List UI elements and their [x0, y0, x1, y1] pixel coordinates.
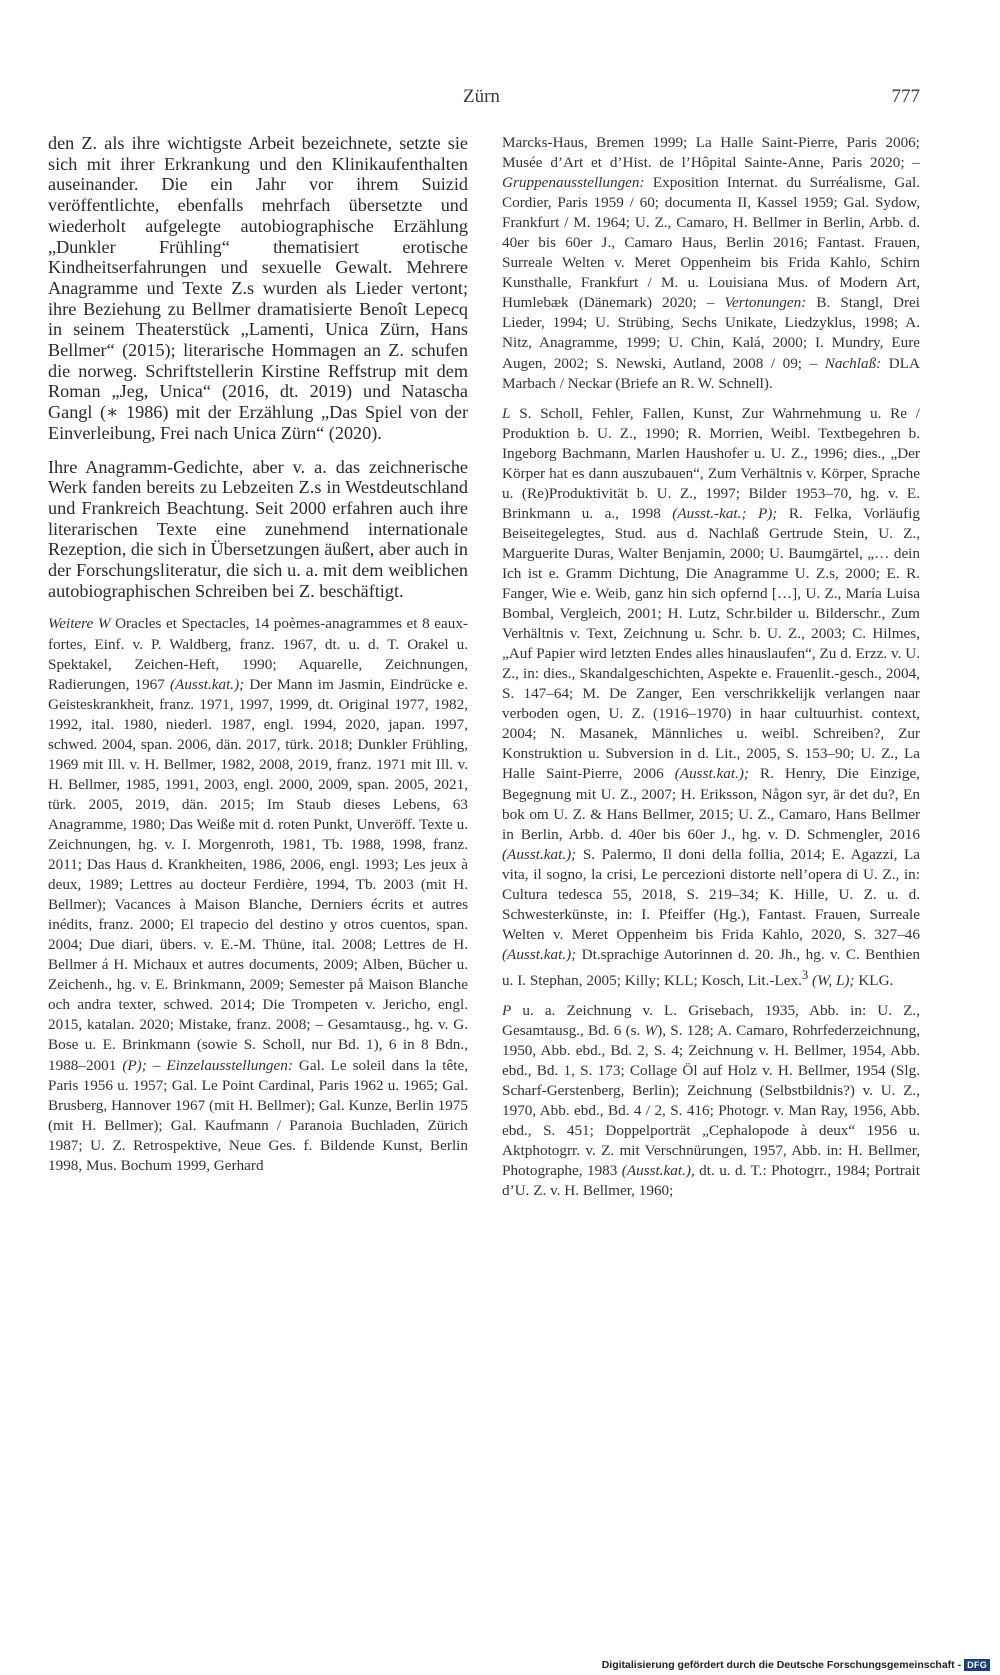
lit-text-5: Dt.sprachige Autorinnen d. 20. Jh., hg. v. C. Benthien u. I. Stephan, 2005; Killy; KLL; Kosch, Lit.-Lex. [502, 945, 920, 989]
exhib-text-1: Marcks-Haus, Bremen 1999; La Halle Saint-Pierre, Paris 2006; Musée d’Art et d’Hist. de l’Hôpital Sainte-Anne, Paris 2020; – [502, 134, 920, 172]
exhib-italic-3: Nachlaß: [824, 354, 882, 372]
left-column [48, 133, 468, 1176]
portraits-text-2: ), S. 128; A. Camaro, Rohrfederzeichnung, 1950, Abb. ebd., Bd. 2, S. 4; Zeichnung v. H. Bellmer, 1954, Abb. ebd., Bd. 1, S. 173; Collage Öl auf Holz v. H. Bellmer, 1954 (Slg. Scharf-Gerstenberg, Berlin); Zeichnung (Selbstbildnis?) v. U. Z., 1970, Abb. ebd., Bd. 4 / 2, S. 416; Photogr. v. Man Ray, 1956, Abb. ebd., S. 451; Doppelporträt „Cephalopode à deux“ 1956 u. Aktphotogrr. v. Z. mit Verschnürungen, 1957, Abb. in: H. Bellmer, Photographe, 1983 [502, 1022, 920, 1180]
body-paragraph-2: Ihre Anagramm-Gedichte, aber v. a. das zeichnerische Werk fanden bereits zu Lebzeiten Z.s in Westdeutschland und Frankreich Beachtung. Seit 2000 erfahren auch ihre literarischen Texte eine zunehmend internationale Rezeption, die sich in Übersetzungen äußert, aber auch in der Forschungsliteratur, die sich u. a. mit dem weiblichen autobiographischen Schreiben bei Z. beschäftigt. [48, 456, 468, 601]
works-label: Weitere W [48, 615, 111, 633]
exhibitions-section [502, 133, 920, 394]
portraits-text-1: u. a. Zeichnung v. L. Grisebach, 1935, Abb. in: U. Z., Gesamtausg., Bd. 6 (s. [502, 1002, 920, 1040]
exhib-italic-2: Vertonungen: [724, 294, 807, 312]
lit-italic-2: (Ausst.kat.); [674, 765, 749, 783]
works-italic-1: (Ausst.kat.); [169, 675, 245, 693]
works-italic-2: (P); – Einzelausstellungen: [122, 1056, 293, 1074]
funding-text: Digitalisierung gefördert durch die Deutsche Forschungsgemeinschaft - [601, 1659, 962, 1671]
lit-superscript: 3 [801, 967, 809, 982]
lit-italic-4: (Ausst.kat.); [502, 945, 577, 963]
funding-footer [602, 1659, 990, 1671]
lit-italic-3: (Ausst.kat.); [502, 845, 577, 863]
portraits-text-3: dt. u. d. T.: Photogrr., 1984; Portrait d’U. Z. v. H. Bellmer, 1960; [502, 1162, 921, 1200]
lit-text-2: R. Felka, Vorläufig Beiseitegelegtes, Stud. aus d. Nachlaß Gertrude Stein, U. Z., Marguerite Duras, Walter Benjamin, 2000; U. Baumgärtel, „… dein Ich ist e. Gramm Dichtung, Die Anagramme U. Z.s, 2000; E. R. Fanger, Wie e. Weib, ganz hin sich opfernd […], U. Z., María Luisa Bombal, Vergleich, 2001; H. Lutz, Schr.bilder u. Bilderschr., Zum Verhältnis v. Text, Zeichnung u. Schr. b. U. Z., 2003; C. Hilmes, „Auf Papier wird letzten Endes alles hinauslaufen“, Zu d. Erzz. v. U. Z., in: dies., Skandalgeschichten, Aspekte e. Frauenlit.-gesch., 2004, S. 147–64; M. De Zanger, Een verschrikkelijk verlangen naar verboden ogen, U. Z. (1916–1970) in haar cultuurhist. context, 2004; N. Masanek, Männliches u. weibl. Schreiben?, Zur Konstruktion u. Subversion in d. Lit., 2005, S. 153–90; U. Z., La Halle Saint-Pierre, 2006 [502, 504, 921, 783]
exhib-text-2: Exposition Internat. du Surréalisme, Gal. Cordier, Paris 1959 / 60; documenta II, Kassel 1959; Gal. Sydow, Frankfurt / M. 1964; U. Z., Camaro, H. Bellmer in Berlin, Arbb. d. 40er bis 60er J., Camaro Haus, Berlin 2016; Fantast. Frauen, Surreale Welten v. Meret Oppenheim bis Frida Kahlo, Schirn Kunsthalle, Frankfurt / M. u. Louisiana Mus. of Modern Art, Humlebæk (Dänemark) 2020; – [502, 174, 920, 312]
lit-text-3: R. Henry, Die Einzige, Begegnung mit U. Z., 2007; H. Eriksson, Någon syr, är det du?, En bok om U. Z. & Hans Bellmer, 2015; U. Z., Camaro, Hans Bellmer in Berlin, Arbb. d. 40er bis 60er J., hg. v. D. Schmengler, 2016 [502, 765, 920, 843]
exhib-italic-1: Gruppenausstellungen: [502, 174, 645, 192]
running-head: Zürn [463, 86, 500, 107]
portraits-label: P [502, 1002, 512, 1020]
lit-text-6: KLG. [854, 971, 894, 989]
portraits-italic-1: W [644, 1022, 658, 1040]
works-text-2: Der Mann im Jasmin, Eindrücke e. Geisteskrankheit, franz. 1971, 1997, 1999, dt. Original 1977, 1982, 1992, ital. 1980, niederl. 1987, engl. 1994, 2020, japan. 1997, schwed. 2004, span. 2006, dän. 2017, türk. 2018; Dunkler Frühling, 1969 mit Ill. v. H. Bellmer, 1982, 2008, 2019, franz. 1971 mit Ill. v. H. Bellmer, 1985, 1991, 2003, engl. 2000, 2009, span. 2005, 2021, türk. 2005, 2019, dän. 2015; Im Staub dieses Lebens, 63 Anagramme, 1980; Das Weiße mit d. roten Punkt, Unveröff. Texte u. Zeichnungen, hg. v. I. Morgenroth, 1981, Tb. 1988, 1998, franz. 2011; Das Haus d. Krankheiten, 1986, 2006, engl. 1993; Les jeux à deux, 1989; Lettres au docteur Ferdière, 1994, Tb. 2003 (mit H. Bellmer); Vacances à Maison Blanche, Derniers écrits et autres inédits, franz. 2000; El trapecio del destino y otros cuentos, span. 2004; Due diari, übers. v. E.-M. Thüne, ital. 2008; Lettres de H. Bellmer á H. Michaux et autres documents, 2009; Alben, Bücher u. Zeichenh., hg. v. E. Brinkmann, 2009; Semester på Maison Blanche och andra texter, schwed. 2014; Die Trompeten v. Jericho, engl. 2015, katalan. 2020; Mistake, franz. 2008; – Gesamtausg., hg. v. G. Bose u. E. Brinkmann (sowie S. Scholl, nur Bd. 1), 6 in 8 Bdn., 1988–2001 [48, 675, 468, 1074]
lit-text-4: S. Palermo, Il doni della follia, 2014; E. Agazzi, La vita, il sogno, la crisi, Le percezioni distorte nell’opera di U. Z., in: Cultura tedesca 55, 2018, S. 219–34; K. Hille, U. Z. u. d. Schwesterkünste, in: I. Pfeiffer (Hg.), Fantast. Frauen, Surreale Welten v. Meret Oppenheim bis Frida Kahlo, 2020, S. 327–46 [502, 845, 920, 943]
literature-section [502, 404, 920, 991]
body-paragraph-1: den Z. als ihre wichtigste Arbeit bezeichnete, setzte sie sich mit ihrer Erkrankung und den Klinikaufenthalten auseinander. Die ein Jahr vor ihrem Suizid veröffentlichte, ebenfalls mehrfach übersetzte und wiederholt aufgelegte autobiographische Erzählung „Dunkler Frühling“ thematisiert erotische Kindheitserfahrungen und sexuelle Gewalt. Mehrere Anagramme und Texte Z.s wurden als Lieder vertont; ihre Beziehung zu Bellmer dramatisierte Benoît Lepecq in seinem Theaterstück „Lamenti, Unica Zürn, Hans Bellmer“ (2015); literarische Hommagen an Z. schufen die norweg. Schriftstellerin Kirstine Reffstrup mit dem Roman „Jeg, Unica“ (2016, dt. 2019) und Natascha Gangl (∗ 1986) mit der Erzählung „Das Spiel von der Einverleibung, Frei nach Unica Zürn“ (2020). [48, 133, 468, 443]
lit-italic-5: (W, L); [808, 971, 855, 989]
page-number: 777 [891, 86, 920, 107]
lit-italic-1: (Ausst.-kat.; P); [672, 504, 778, 522]
right-column [502, 133, 920, 1202]
portraits-italic-2: (Ausst.kat.), [621, 1162, 695, 1180]
page-header [0, 86, 1000, 112]
exhib-text-4: DLA Marbach / Neckar (Briefe an R. W. Schnell). [502, 354, 920, 392]
works-text-1: Oracles et Spectacles, 14 poèmes-anagrammes et 8 eaux-fortes, Einf. v. P. Waldberg, franz. 1967, dt. u. d. T. Orakel u. Spektakel, Zeichen-Heft, 1990; Aquarelle, Zeichnungen, Radierungen, 1967 [48, 615, 468, 693]
dfg-logo: DFG [964, 1659, 990, 1671]
lit-text-1: S. Scholl, Fehler, Fallen, Kunst, Zur Wahrnehmung u. Re / Produktion b. U. Z., 1990; R. Morrien, Weibl. Textbegehren b. Ingeborg Bachmann, Marlen Haushofer u. U. Z., 1996; dies., „Der Körper hat es dann auszubauen“, Zum Verhältnis v. Körper, Sprache u. (Re)Produktivität b. U. Z., 1997; Bilder 1953–70, hg. v. E. Brinkmann u. a., 1998 [502, 404, 920, 522]
works-section [48, 614, 468, 1175]
exhib-text-3: B. Stangl, Drei Lieder, 1994; U. Strübing, Sechs Unikate, Liedzyklus, 1998; A. Nitz, Anagramme, 1999; U. Chin, Kalá, 2000; I. Mundry, Eure Augen, 2002; S. Newski, Autland, 2008 / 09; – [502, 294, 920, 372]
portraits-section [502, 1001, 920, 1201]
literature-label: L [502, 404, 511, 422]
works-text-3: Gal. Le soleil dans la tête, Paris 1956 u. 1957; Gal. Le Point Cardinal, Paris 1962 u. 1965; Gal. Brusberg, Hannover 1967 (mit H. Bellmer); Gal. Kunze, Berlin 1975 (mit H. Bellmer); Gal. Kaufmann / Paranoia Buchladen, Zürich 1987; U. Z. Retrospektive, Neue Ges. f. Bildende Kunst, Berlin 1998, Mus. Bochum 1999, Gerhard [48, 1056, 468, 1174]
